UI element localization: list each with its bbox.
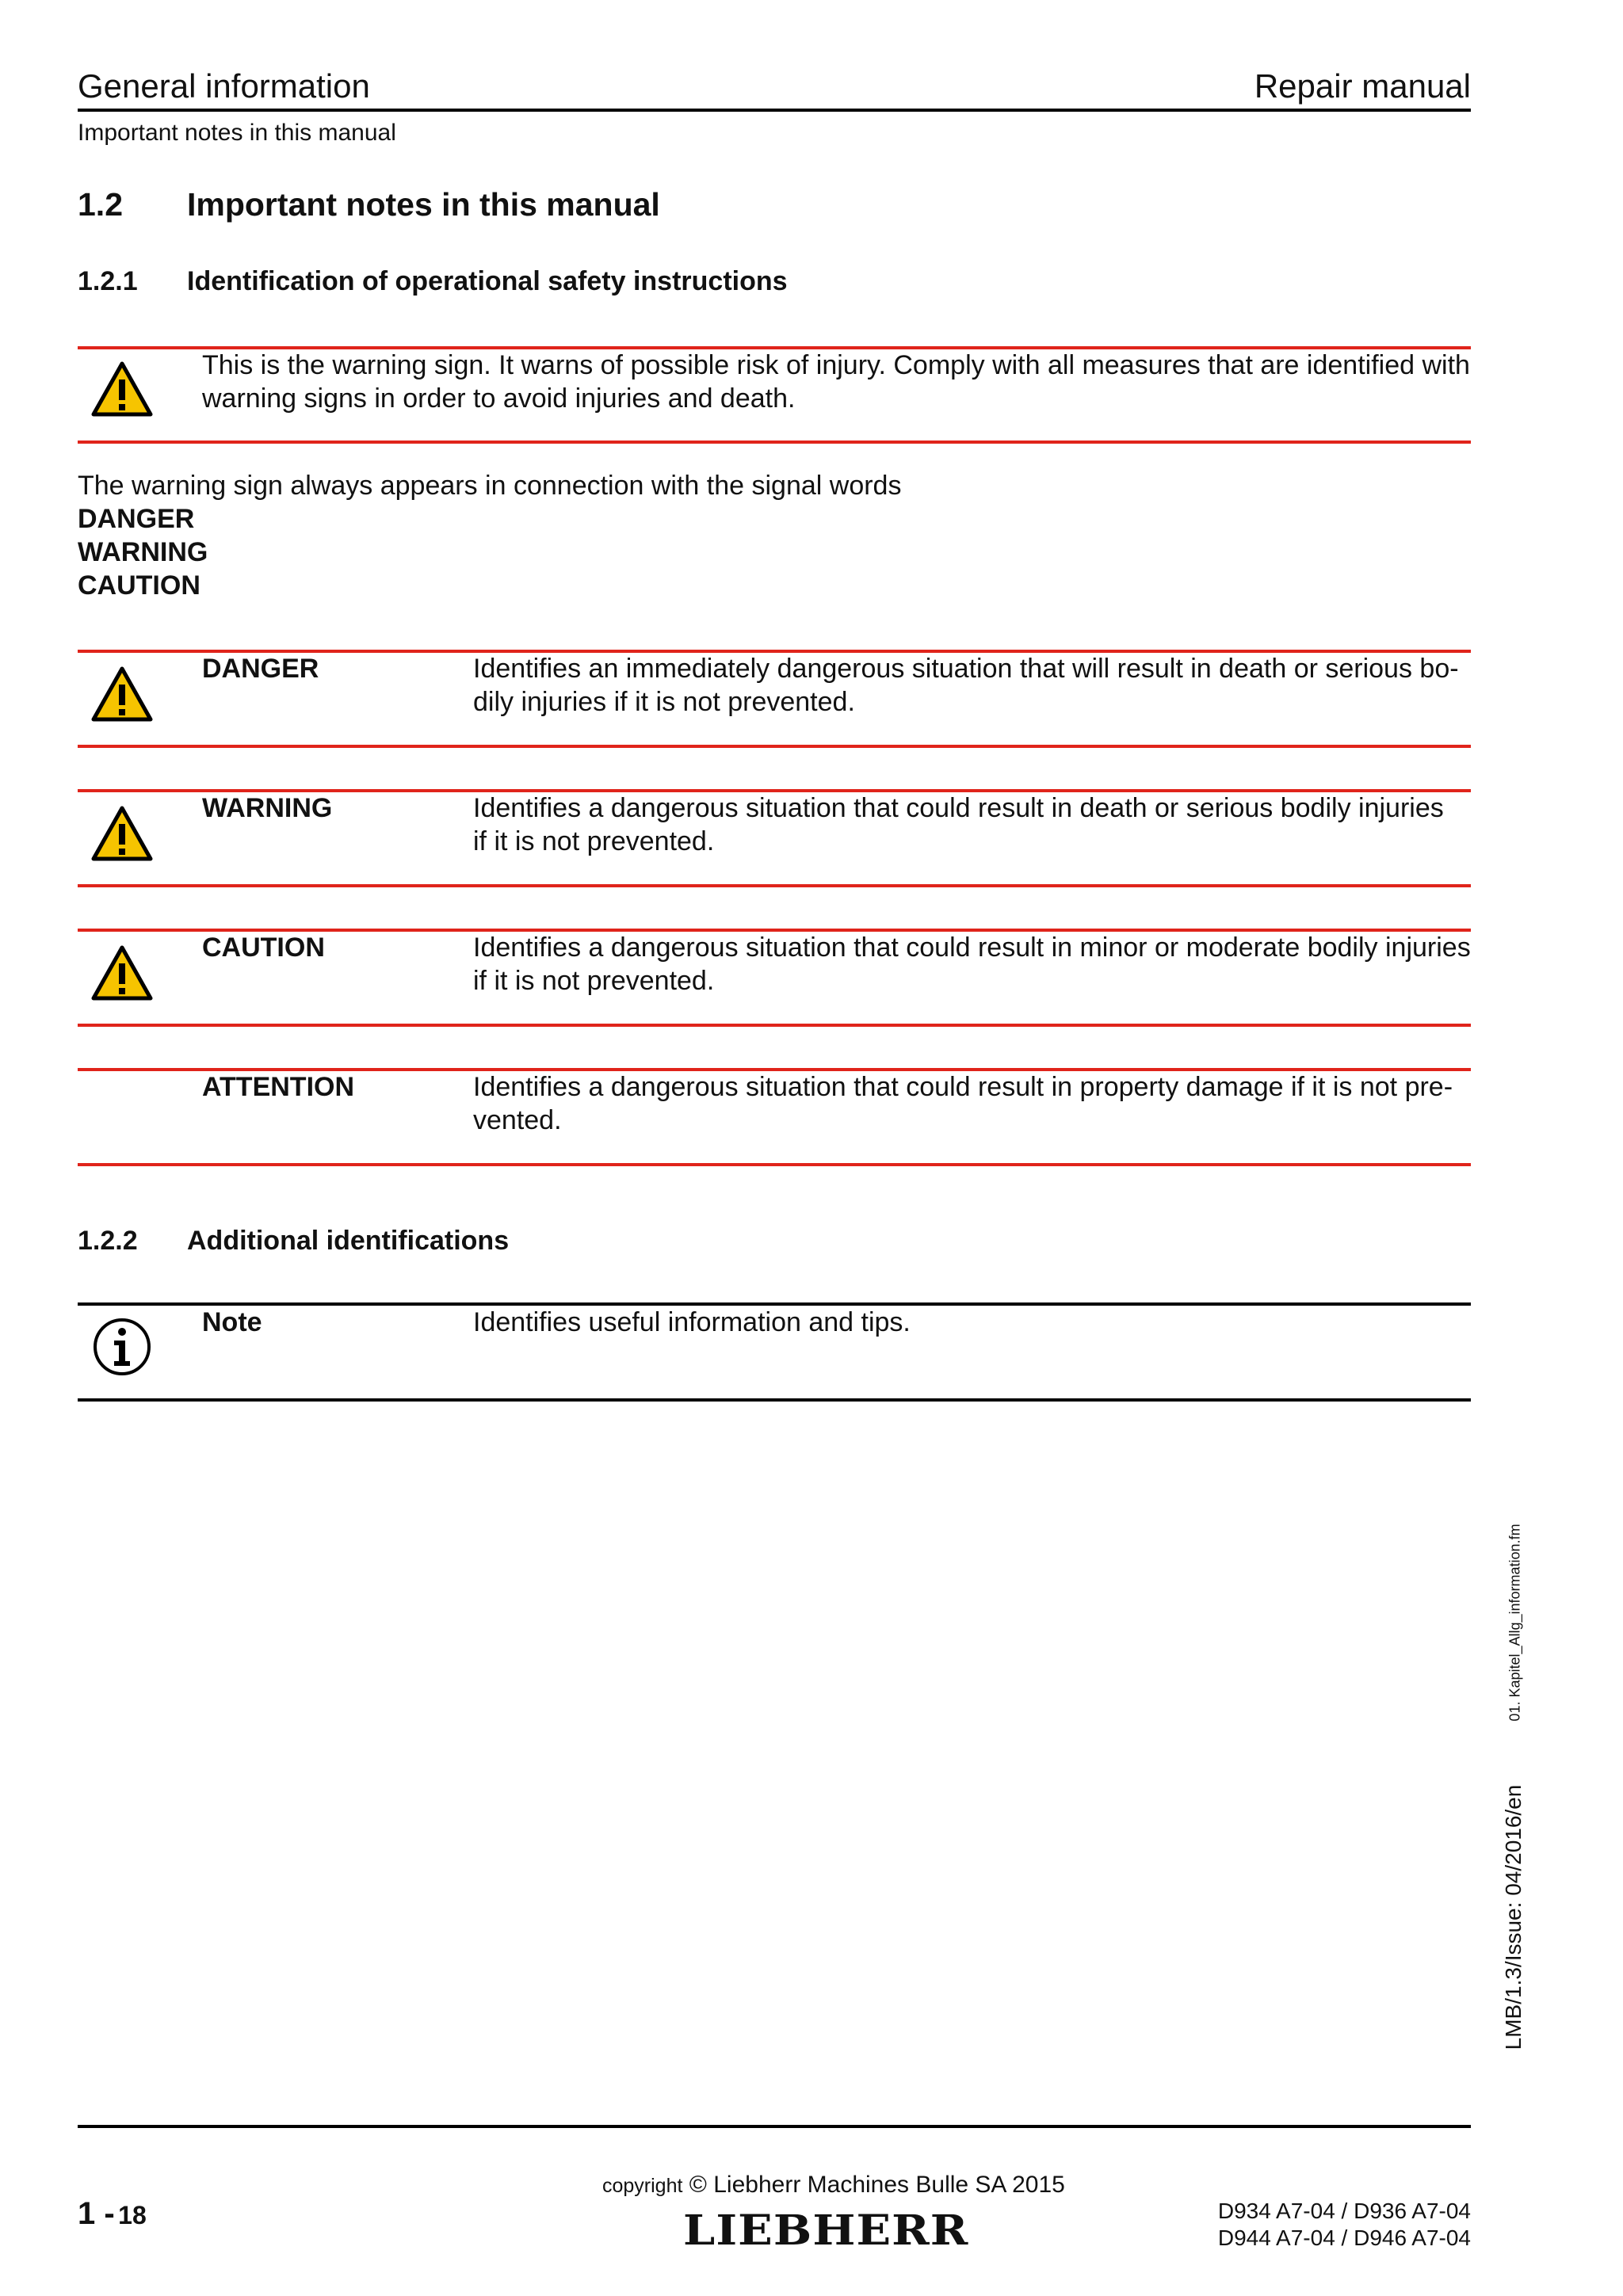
attention-text-line1: Identifies a dangerous situation that could result in property damage if it is not pre- [473,1072,1453,1102]
signal-intro: The warning sign always appears in connection with the signal words [78,471,902,501]
caution-bottom-rule [78,1024,1471,1027]
heading-1-2-1-number: 1.2.1 [78,266,138,296]
note-label: Note [202,1307,262,1337]
warning-text-line1: Identifies a dangerous situation that could result in death or serious bodily injuries [473,793,1444,823]
warning-label: WARNING [202,793,333,823]
liebherr-logo: LIEBHERR [683,2206,969,2255]
warning-box-text-line1: This is the warning sign. It warns of possible risk of injury. Comply with all measures that are identified with [202,350,1470,380]
warning-bottom-rule [78,884,1471,887]
page-chapter: 1 - [78,2196,115,2231]
copyright-text: © Liebherr Machines Bulle SA 2015 [689,2172,1065,2198]
warning-box-bottom-rule [78,441,1471,444]
copyright [602,2171,1065,2200]
side-issue: LMB/1.3/Issue: 04/2016/en [1501,1784,1526,2050]
header-rule [78,109,1471,112]
models [1218,2198,1471,2252]
page-number [78,2196,147,2232]
caution-text-line2: if it is not prevented. [473,966,715,996]
header-subsection: Important notes in this manual [78,120,396,146]
note-text: Identifies useful information and tips. [473,1307,911,1337]
danger-label: DANGER [202,654,319,684]
warning-box-text-line2: warning signs in order to avoid injuries and death. [202,383,796,414]
heading-1-2-2-title: Additional identifications [187,1226,510,1256]
warning-triangle-icon [90,805,154,862]
caution-label: CAUTION [202,933,325,963]
attention-text-line2: vented. [473,1105,562,1135]
heading-1-2-title: Important notes in this manual [187,186,660,223]
danger-bottom-rule [78,745,1471,748]
signal-word-warning: WARNING [78,537,208,567]
warning-triangle-icon [90,360,154,418]
heading-1-2-1-title: Identification of operational safety instructions [187,266,788,296]
warning-triangle-icon [90,666,154,723]
page-number-value: 18 [118,2201,147,2229]
danger-text-line2: dily injuries if it is not prevented. [473,687,855,717]
signal-word-caution: CAUTION [78,570,200,601]
signal-word-danger: DANGER [78,504,195,534]
info-icon [92,1317,152,1377]
copyright-word: copyright [602,2175,683,2197]
warning-text-line2: if it is not prevented. [473,826,715,856]
models-line1: D934 A7-04 / D936 A7-04 [1217,2199,1471,2223]
attention-bottom-rule [78,1163,1471,1166]
caution-text-line1: Identifies a dangerous situation that could result in minor or moderate bodily injuries [473,933,1471,963]
attention-label: ATTENTION [202,1072,355,1102]
footer-rule [78,2125,1471,2128]
warning-triangle-icon [90,944,154,1001]
danger-text-line1: Identifies an immediately dangerous situation that will result in death or serious bo- [473,654,1459,684]
header-section-title: General information [78,67,370,105]
heading-1-2-2-number: 1.2.2 [78,1226,138,1256]
note-bottom-rule [78,1398,1471,1402]
side-file-name: 01. Kapitel_Allg_information.fm [1507,1524,1523,1722]
header-doc-type: Repair manual [1254,67,1471,105]
heading-1-2-number: 1.2 [78,186,123,223]
models-line2: D944 A7-04 / D946 A7-04 [1217,2225,1471,2250]
